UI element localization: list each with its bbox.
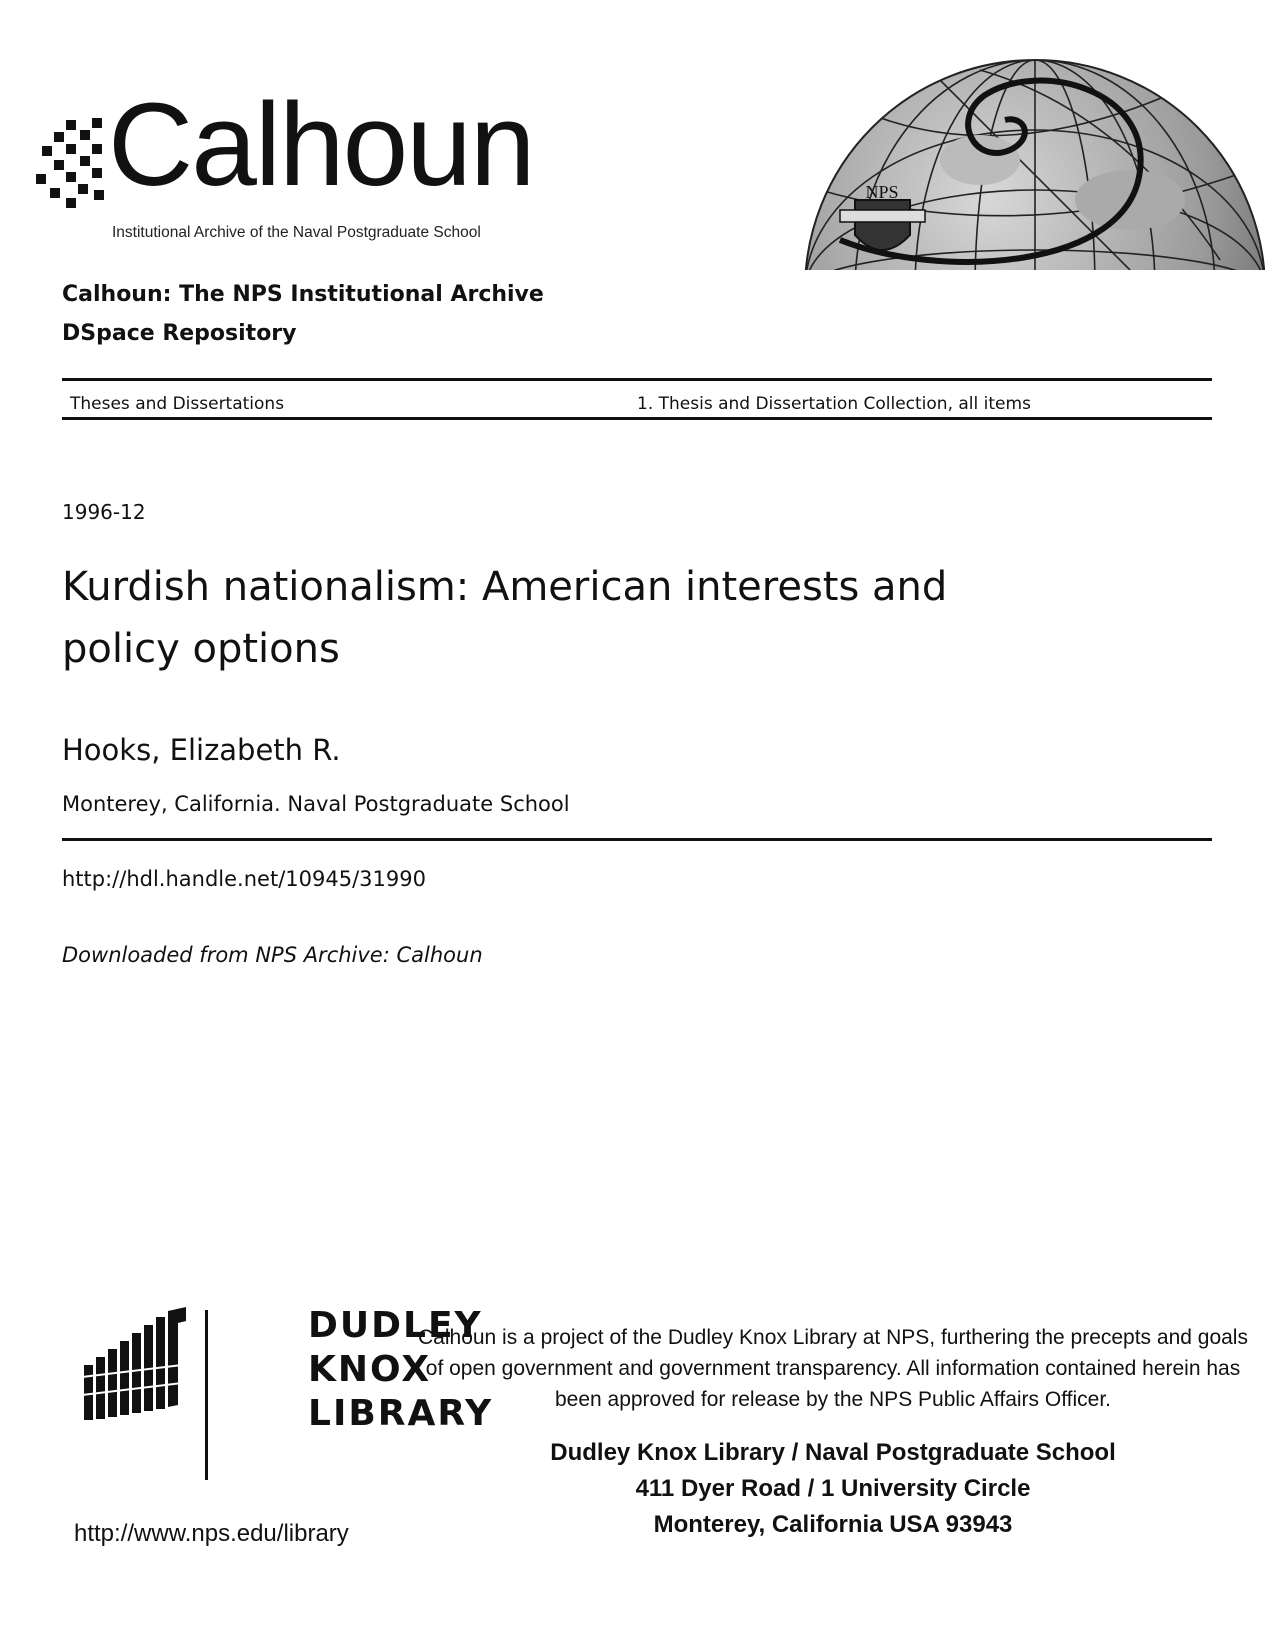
logo-pixel	[92, 168, 102, 178]
logo-pixel	[54, 132, 64, 142]
logo-pixel	[80, 156, 90, 166]
record-publisher: Monterey, California. Naval Postgraduate School	[62, 792, 570, 816]
footer-address	[408, 1435, 1258, 1543]
nps-globe-graphic	[800, 50, 1265, 270]
archive-title: Calhoun: The NPS Institutional Archive	[62, 282, 544, 307]
logo-pixel	[94, 190, 104, 200]
logo-pixel	[92, 144, 102, 154]
library-name-line-3: LIBRARY	[308, 1393, 494, 1434]
logo-pixel	[66, 144, 76, 154]
library-columns-icon	[82, 1305, 202, 1435]
calhoun-logo-text: Calhoun	[108, 79, 534, 211]
footer-statement: Calhoun is a project of the Dudley Knox Library at NPS, furthering the precepts and goals of open government and government transparency. All information contained herein has been approved for release by the NPS Public Affairs Officer.	[418, 1326, 1248, 1411]
logo-pixel	[50, 188, 60, 198]
top-rule	[62, 378, 1212, 381]
library-url-link[interactable]: http://www.nps.edu/library	[74, 1520, 349, 1547]
logo-pixel	[78, 184, 88, 194]
address-line-3: Monterey, California USA 93943	[653, 1511, 1013, 1538]
library-logo-divider	[205, 1310, 208, 1480]
calhoun-logo-subtitle: Institutional Archive of the Naval Postgraduate School	[112, 224, 481, 241]
logo-pixel	[92, 118, 102, 128]
downloaded-note: Downloaded from NPS Archive: Calhoun	[62, 943, 483, 967]
globe-illustration	[800, 50, 1265, 270]
record-author: Hooks, Elizabeth R.	[62, 733, 341, 767]
dudley-knox-library-logo	[82, 1305, 494, 1485]
logo-pixel	[54, 160, 64, 170]
address-line-2: 411 Dyer Road / 1 University Circle	[635, 1475, 1031, 1502]
library-name-line-2: KNOX	[308, 1349, 432, 1390]
record-rule	[62, 838, 1212, 841]
library-name-line-1: DUDLEY	[308, 1305, 483, 1346]
collection-bottom-rule	[62, 417, 1212, 420]
calhoun-logo	[36, 79, 534, 260]
nps-badge-text: NPS	[865, 182, 899, 202]
logo-pixel	[36, 174, 46, 184]
logo-pixel	[42, 146, 52, 156]
record-title: Kurdish nationalism: American interests and policy options	[62, 564, 948, 672]
logo-pixel	[66, 120, 76, 130]
collection-right[interactable]: 1. Thesis and Dissertation Collection, all items	[637, 394, 1031, 414]
repository-name: DSpace Repository	[62, 321, 297, 346]
collection-left[interactable]: Theses and Dissertations	[70, 394, 285, 414]
logo-pixel	[80, 130, 90, 140]
record-uri-link[interactable]: http://hdl.handle.net/10945/31990	[62, 867, 426, 891]
record-date: 1996-12	[62, 500, 146, 524]
logo-pixel	[66, 198, 76, 208]
address-line-1: Dudley Knox Library / Naval Postgraduate School	[550, 1439, 1116, 1466]
logo-pixel	[66, 172, 76, 182]
